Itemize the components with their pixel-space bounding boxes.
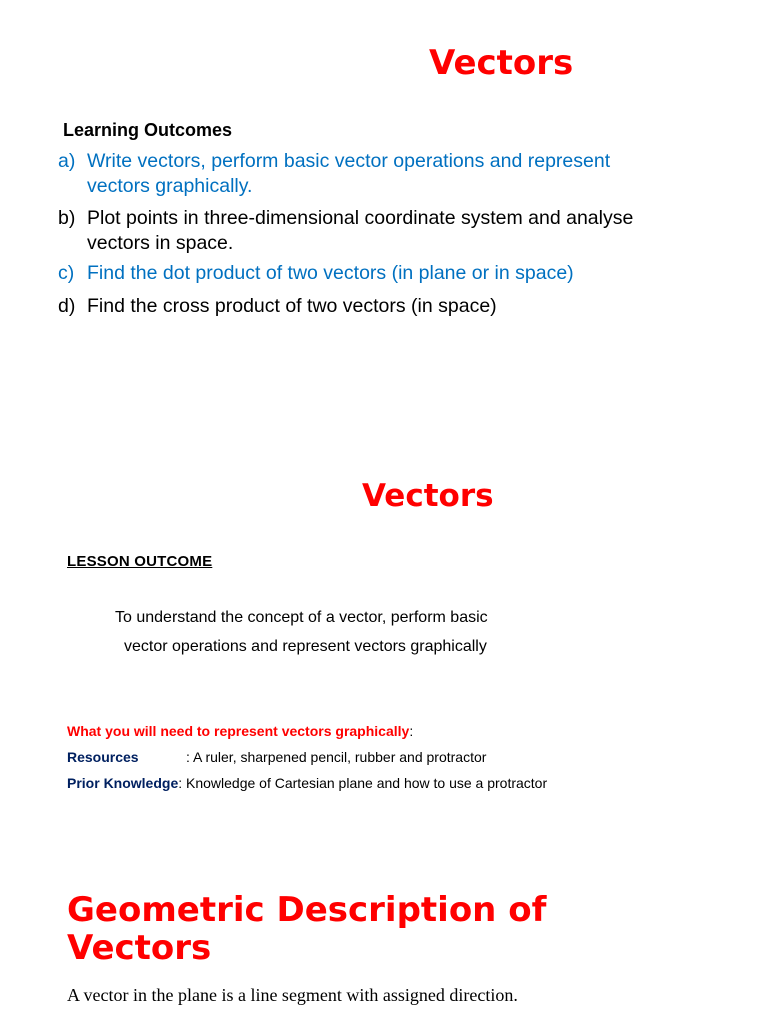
lesson-outcome-heading: LESSON OUTCOME — [67, 553, 213, 570]
item-text-line1: Write vectors, perform basic vector operations and represent — [87, 150, 611, 172]
resources-label: Resources — [67, 749, 139, 765]
lesson-outcome-line2: vector operations and represent vectors graphically — [124, 638, 487, 655]
lesson-outcome-line1: To understand the concept of a vector, perform basic — [115, 609, 488, 626]
prior-knowledge-label: Prior Knowledge — [67, 775, 179, 791]
resources-value: : A ruler, sharpened pencil, rubber and protractor — [186, 749, 487, 765]
item-text-line1: Find the cross product of two vectors (in space) — [87, 295, 497, 317]
item-letter: a) — [58, 150, 76, 172]
item-text-line2: vectors graphically. — [87, 174, 253, 197]
slide3-body-text: A vector in the plane is a line segment with assigned direction. — [67, 985, 518, 1005]
item-letter: d) — [58, 295, 76, 317]
learning-outcomes-heading: Learning Outcomes — [63, 120, 233, 140]
slide1-title: Vectors — [429, 43, 574, 83]
item-letter: c) — [58, 262, 75, 284]
slide3-title: Geometric Description of Vectors — [67, 890, 547, 968]
item-text-line1: Find the dot product of two vectors (in plane or in space) — [87, 262, 574, 284]
item-letter: b) — [58, 207, 76, 229]
prior-knowledge-value: : Knowledge of Cartesian plane and how to use a protractor — [178, 775, 548, 791]
item-text-line1: Plot points in three-dimensional coordinate system and analyse — [87, 207, 634, 229]
requirements-colon: : — [409, 723, 414, 739]
requirements-heading — [67, 722, 413, 740]
slide2-title: Vectors — [362, 478, 494, 514]
requirements-label: What you will need to represent vectors graphically — [67, 723, 410, 739]
prior-knowledge-row — [67, 774, 547, 792]
item-text-line2: vectors in space. — [87, 231, 234, 254]
